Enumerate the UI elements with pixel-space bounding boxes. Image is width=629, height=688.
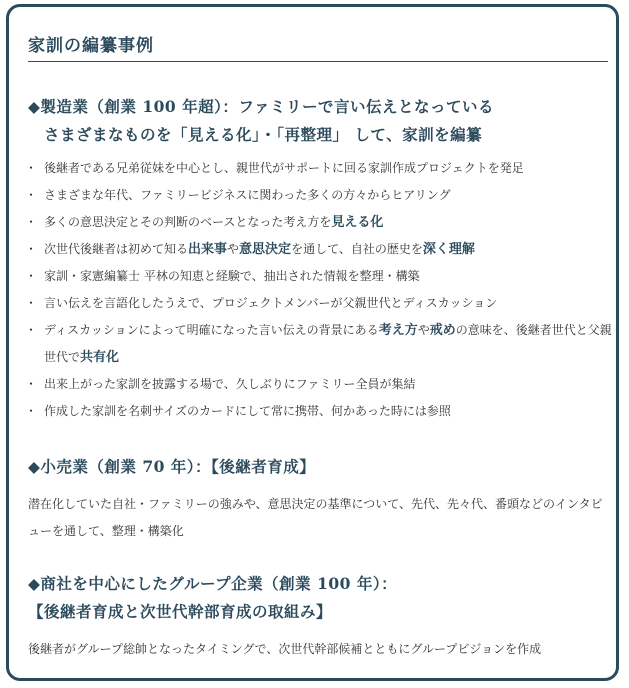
list-item bbox=[28, 209, 613, 236]
item-text: の意味を、後継者世代と父親世代で bbox=[44, 323, 612, 364]
bullet-list bbox=[28, 155, 613, 425]
heading-line-2: さまざまなものを「見える化」・「再整理」 して、家訓を編纂 bbox=[44, 125, 483, 144]
heading-line-1: ◆商社を中心にしたグループ企業（創業 100 年）： bbox=[28, 574, 398, 593]
section-heading bbox=[28, 570, 613, 626]
emphasis-text: 出来事 bbox=[188, 242, 228, 257]
section-retail bbox=[28, 453, 613, 545]
emphasis-text: 深く理解 bbox=[422, 242, 475, 257]
case-study-frame bbox=[6, 4, 619, 681]
section-trading-group bbox=[28, 570, 613, 663]
item-text: や bbox=[227, 242, 240, 256]
heading-line-1: ◆製造業（創業 100 年超）：ファミリーで言い伝えとなっている bbox=[28, 97, 495, 116]
item-text: や bbox=[417, 323, 430, 337]
emphasis-text: 意思決定 bbox=[239, 242, 292, 257]
emphasis-text: 考え方 bbox=[378, 323, 418, 338]
section-text: 潜在化していた自社・ファミリーの強みや、意思決定の基準について、先代、先々代、番頭などのインタビューを通して、整理・構築化 bbox=[28, 497, 603, 538]
page-title: 家訓の編纂事例 bbox=[28, 36, 154, 56]
list-item bbox=[28, 317, 613, 371]
list-item: ・ 作成した家訓を名刺サイズのカードにして常に携帯、何かあった時には参照 bbox=[28, 398, 613, 425]
emphasis-text: 見える化 bbox=[331, 215, 384, 230]
heading-line-2: 【後継者育成と次世代幹部育成の取組み】 bbox=[28, 602, 333, 621]
list-item: ・ 言い伝えを言語化したうえで、プロジェクトメンバーが父親世代とディスカッション bbox=[28, 290, 613, 317]
list-item: ・ 家訓・家憲編纂士 平林の知恵と経験で、抽出された情報を整理・構築 bbox=[28, 263, 613, 290]
emphasis-text: 戒め bbox=[429, 323, 456, 338]
section-manufacturing bbox=[28, 93, 613, 425]
section-heading bbox=[28, 93, 613, 149]
section-heading: ◆小売業（創業 70 年）：【後継者育成】 bbox=[28, 457, 316, 476]
section-text: 後継者がグループ総帥となったタイミングで、次世代幹部候補とともにグループビジョンを作成 bbox=[28, 642, 542, 656]
item-text: を通して、自社の歴史を bbox=[291, 242, 423, 256]
list-item: ・ 出来上がった家訓を披露する場で、久しぶりにファミリー全員が集結 bbox=[28, 371, 613, 398]
emphasis-text: 共有化 bbox=[80, 350, 120, 365]
list-item: ・ さまざまな年代、ファミリービジネスに関わった多くの方々からヒアリング bbox=[28, 182, 613, 209]
item-text: ディスカッションによって明確になった言い伝えの背景にある bbox=[44, 323, 379, 337]
item-text: 多くの意思決定とその判断のベースとなった考え方を bbox=[44, 215, 332, 229]
item-text: 次世代後継者は初めて知る bbox=[44, 242, 189, 256]
list-item bbox=[28, 236, 613, 263]
list-item: ・ 後継者である兄弟従妹を中心とし、親世代がサポートに回る家訓作成プロジェクトを発足 bbox=[28, 155, 613, 182]
title-divider bbox=[28, 61, 608, 62]
